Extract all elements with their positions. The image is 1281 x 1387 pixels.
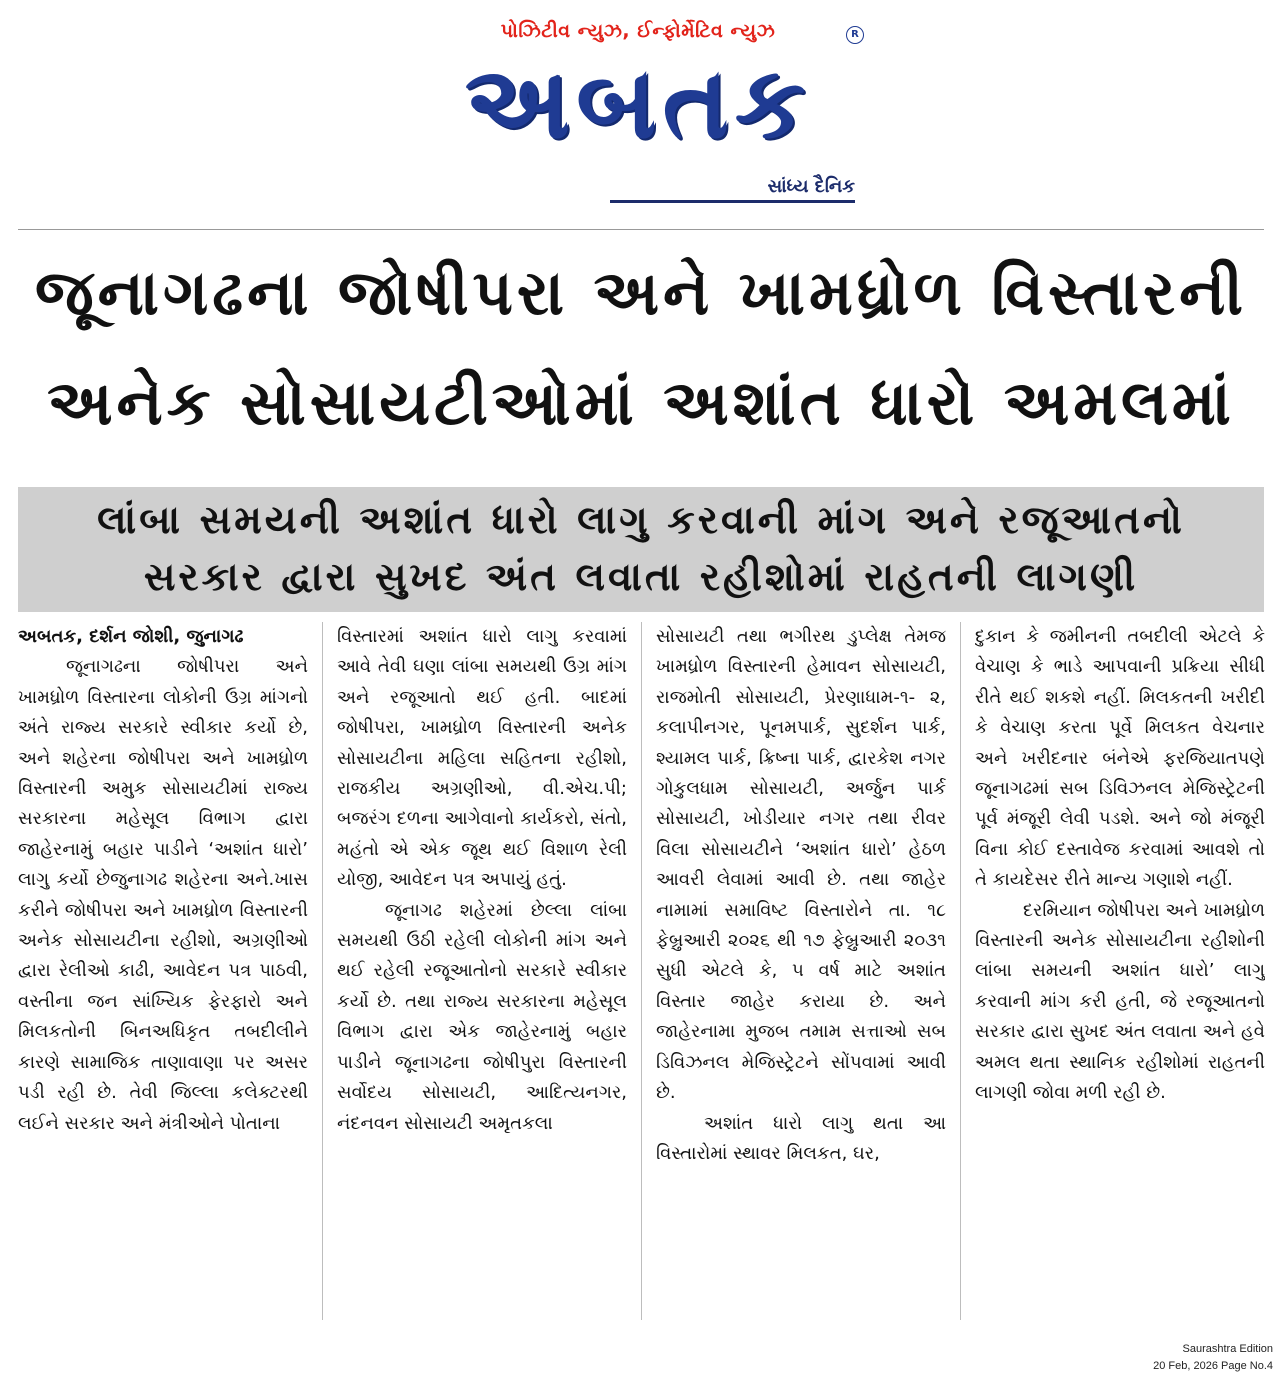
column-divider	[322, 622, 323, 1320]
paragraph: જૂનાગઢના જોષીપરા અને ખામધ્રોળ વિસ્તારના લોકોની ઉગ્ર માંગનો અંતે રાજ્ય સરકારે સ્વીકાર કર્યો છે, અને શહેરના જોષીપરા અને ખામધ્રોળ વિસ્તારની અમુક સોસાયટીમાં રાજ્ય સરકારના મહેસૂલ વિભાગ દ્વારા જાહેરનામું બહાર પાડીને ‘અશાંત ધારો’ લાગુ કર્યો છેજુનાગઢ શહેરના અને.ખાસ કરીને જોષીપરા અને ખામધ્રોળ વિસ્તારની અનેક સોસાયટીના રહીશો, અગ્રણીઓ દ્વારા રેલીઓ કાઢી, આવેદન પત્ર પાઠવી, વસ્તીના જન સાંખ્યિક ફેરફારો અને મિલકતોની બિનઅધિકૃત તબદીલીને કારણે સામાજિક તાણાવાણા પર અસર પડી રહી છે. તેવી જિલ્લા કલેક્ટરથી લઈને સરકાર અને મંત્રીઓને પોતાના	[18, 656, 308, 1134]
page-footer	[973, 1341, 1273, 1375]
paragraph: જૂનાગઢ શહેરમાં છેલ્લા લાંબા સમયથી ઉઠી રહેલી લોકોની માંગ અને થઈ રહેલી રજૂઆતોનો સરકારે સ્વીકાર કર્યો છે. તથા રાજ્ય સરકારના મહેસૂલ વિભાગ દ્વારા એક જાહેરનામું બહાર પાડીને જૂનાગઢના જોષીપુરા વિસ્તારની સર્વોદય સોસાયટી, આદિત્યનગર, નંદનવન સોસાયટી અમૃતકલા	[337, 899, 627, 1134]
paragraph: વિસ્તારમાં અશાંત ધારો લાગુ કરવામાં આવે તેવી ઘણા લાંબા સમયથી ઉગ્ર માંગ અને રજૂઆતો થઈ હતી. બાદમાં જોષીપરા, ખામધ્રોળ વિસ્તારની અનેક સોસાયટીના મહિલા સહિતના રહીશો, રાજકીય અગ્રણીઓ, વી.એચ.પી; બજરંગ દળના આગેવાનો કાર્યકરો, સંતો, મહંતો એ એક જૂથ થઈ વિશાળ રેલી યોજી, આવેદન પત્ર અપાયું હતું.	[337, 626, 627, 891]
article-column-1	[18, 622, 308, 1320]
edition-label: Saurashtra Edition	[1182, 1343, 1273, 1355]
subheadline-line-1: લાંબા સમયની અશાંત ધારો લાગુ કરવાની માંગ અને રજૂઆતનો	[97, 498, 1185, 543]
registered-mark-icon: R	[846, 26, 864, 44]
headline	[18, 238, 1264, 458]
article-body	[18, 622, 1264, 1320]
masthead-subtitle: સાંધ્ય દૈનિક	[767, 176, 855, 197]
masthead-divider	[18, 229, 1264, 230]
newspaper-logo: અબતક	[464, 44, 812, 161]
article-column-2	[337, 622, 627, 1320]
column-divider	[641, 622, 642, 1320]
paragraph: દુકાન કે જમીનની તબદીલી એટલે કે વેચાણ કે ભાડે આપવાની પ્રક્રિયા સીધી રીતે થઈ શકશે નહીં. મિલકતની ખરીદી કે વેચાણ કરતા પૂર્વે મિલકત વેચનાર અને ખરીદનાર બંનેએ ફરજિયાતપણે જૂનાગઢમાં સબ ડિવિઝનલ મેજિસ્ટ્રેટની પૂર્વ મંજૂરી લેવી પડશે. અને જો મંજૂરી વિના કોઈ દસ્તાવેજ કરવામાં આવશે તો તે કાયદેસર રીતે માન્ય ગણાશે નહીં.	[975, 626, 1265, 891]
headline-line-2: અનેક સોસાયટીઓમાં અશાંત ધારો અમલમાં	[47, 366, 1235, 439]
byline: અબતક, દર્શન જોશી, જુનાગઢ	[18, 626, 244, 647]
date-page-label: 20 Feb, 2026 Page No.4	[1153, 1360, 1273, 1372]
subtitle-underline	[610, 200, 855, 203]
paragraph: સોસાયટી તથા ભગીરથ ડુપ્લેક્ષ તેમજ ખામધ્રોળ વિસ્તારની હેમાવન સોસાયટી, રાજમોતી સોસાયટી, પ્રેરણાધામ-૧- ૨, કલાપીનગર, પૂનમપાર્ક, સુદર્શન પાર્ક, શ્યામલ પાર્ક, ક્રિષ્ના પાર્ક, દ્વારકેશ નગર ગોકુલધામ સોસાયટી, અર્જુન પાર્ક સોસાયટી, ખોડીયાર નગર તથા રીવર વિલા સોસાયટીને ‘અશાંત ધારો’ હેઠળ આવરી લેવામાં આવી છે. તથા જાહેર નામામાં સમાવિષ્ટ વિસ્તારોને તા. ૧૮ ફેબ્રુઆરી ૨૦૨૬ થી ૧૭ ફેબ્રુઆરી ૨૦૩૧ સુધી એટલે કે, ૫ વર્ષ માટે અશાંત વિસ્તાર જાહેર કરાયા છે. અને જાહેરનામા મુજબ તમામ સત્તાઓ સબ ડિવિઝનલ મેજિસ્ટ્રેટને સોંપવામાં આવી છે.	[656, 626, 946, 1104]
paragraph: અશાંત ધારો લાગુ થતા આ વિસ્તારોમાં સ્થાવર મિલકત, ઘર,	[656, 1112, 946, 1164]
subheadline-line-2: સરકાર દ્વારા સુખદ અંત લવાતા રહીશોમાં રાહતની લાગણી	[143, 555, 1139, 600]
paragraph: દરમિયાન જોષીપરા અને ખામધ્રોળ વિસ્તારની અનેક સોસાયટીના રહીશોની લાંબા સમયની અશાંત ધારો’ લાગુ કરવાની માંગ કરી હતી, જે રજૂઆતનો સરકાર દ્વારા સુખદ અંત લવાતા અને હવે અમલ થતા સ્થાનિક રહીશોમાં રાહતની લાગણી જોવા મળી રહી છે.	[975, 899, 1265, 1104]
column-divider	[960, 622, 961, 1320]
masthead-tagline: પોઝિટીવ ન્યુઝ, ઈન્ફોર્મેટિવ ન્યુઝ	[500, 20, 776, 42]
subheadline	[18, 492, 1264, 606]
headline-line-1: જૂનાગઢના જોષીપરા અને ખામધ્રોળ વિસ્તારની	[34, 256, 1248, 329]
article-column-4	[975, 622, 1265, 1320]
masthead	[0, 0, 1281, 215]
article-column-3	[656, 622, 946, 1320]
